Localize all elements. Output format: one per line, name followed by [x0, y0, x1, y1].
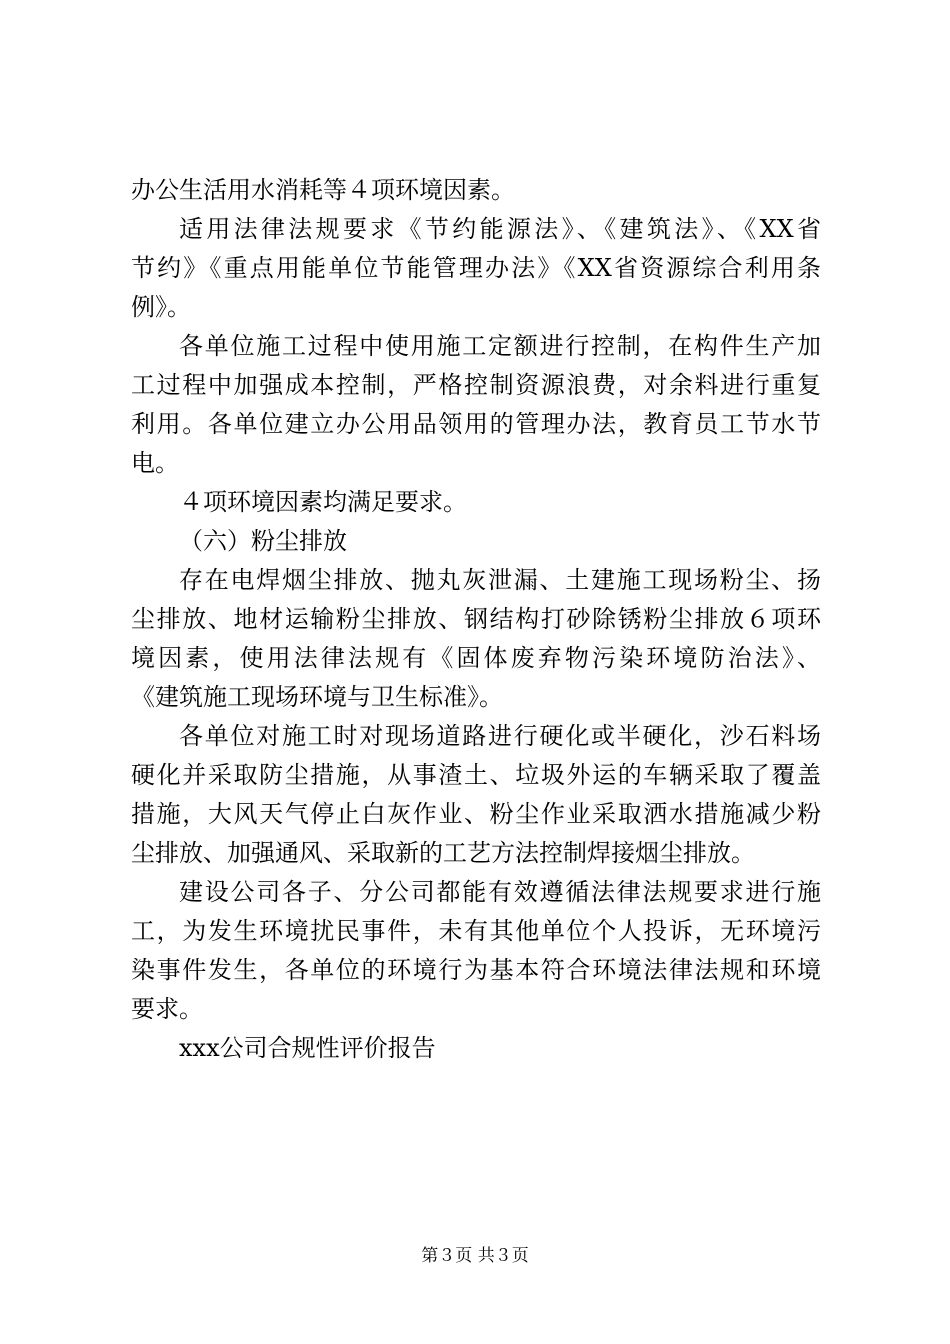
- document-body: [131, 171, 821, 1068]
- text-line: 染事件发生，各单位的环境行为基本符合环境法律法规和环境: [131, 956, 821, 984]
- text-line: 节约》《重点用能单位节能管理办法》《XX省资源综合利用条: [131, 254, 821, 282]
- text-line: 措施，大风天气停止白灰作业、粉尘作业采取洒水措施减少粉: [131, 800, 821, 828]
- text-line: （六）粉尘排放: [179, 527, 347, 555]
- text-line: 工过程中加强成本控制，严格控制资源浪费，对余料进行重复: [131, 371, 821, 399]
- text-line: 硬化并采取防尘措施，从事渣土、垃圾外运的车辆采取了覆盖: [131, 761, 821, 789]
- text-line: 电。: [131, 449, 179, 477]
- text-line: 各单位施工过程中使用施工定额进行控制，在构件生产加: [179, 332, 821, 360]
- text-line: ４项环境因素均满足要求。: [179, 488, 467, 516]
- text-line: 境因素，使用法律法规有《固体废弃物污染环境防治法》、: [131, 644, 821, 672]
- text-line: 各单位对施工时对现场道路进行硬化或半硬化，沙石料场: [179, 722, 821, 750]
- text-line: 利用。各单位建立办公用品领用的管理办法，教育员工节水节: [131, 410, 821, 438]
- text-line: 存在电焊烟尘排放、抛丸灰泄漏、土建施工现场粉尘、扬: [179, 566, 821, 594]
- text-line: 工，为发生环境扰民事件，未有其他单位个人投诉，无环境污: [131, 917, 821, 945]
- text-line: 尘排放、地材运输粉尘排放、钢结构打砂除锈粉尘排放６项环: [131, 605, 821, 633]
- text-line: xxx公司合规性评价报告: [179, 1034, 436, 1062]
- text-line: 《建筑施工现场环境与卫生标准》。: [131, 683, 503, 711]
- page-footer: 第３页 共３页: [421, 1246, 529, 1266]
- text-line: 例》。: [131, 293, 191, 321]
- text-line: 适用法律法规要求《节约能源法》、《建筑法》、《XX省: [179, 215, 821, 243]
- text-line: 办公生活用水消耗等４项环境因素。: [131, 176, 515, 204]
- text-line: 尘排放、加强通风、采取新的工艺方法控制焊接烟尘排放。: [131, 839, 755, 867]
- text-line: 要求。: [131, 995, 203, 1023]
- text-line: 建设公司各子、分公司都能有效遵循法律法规要求进行施: [179, 878, 821, 906]
